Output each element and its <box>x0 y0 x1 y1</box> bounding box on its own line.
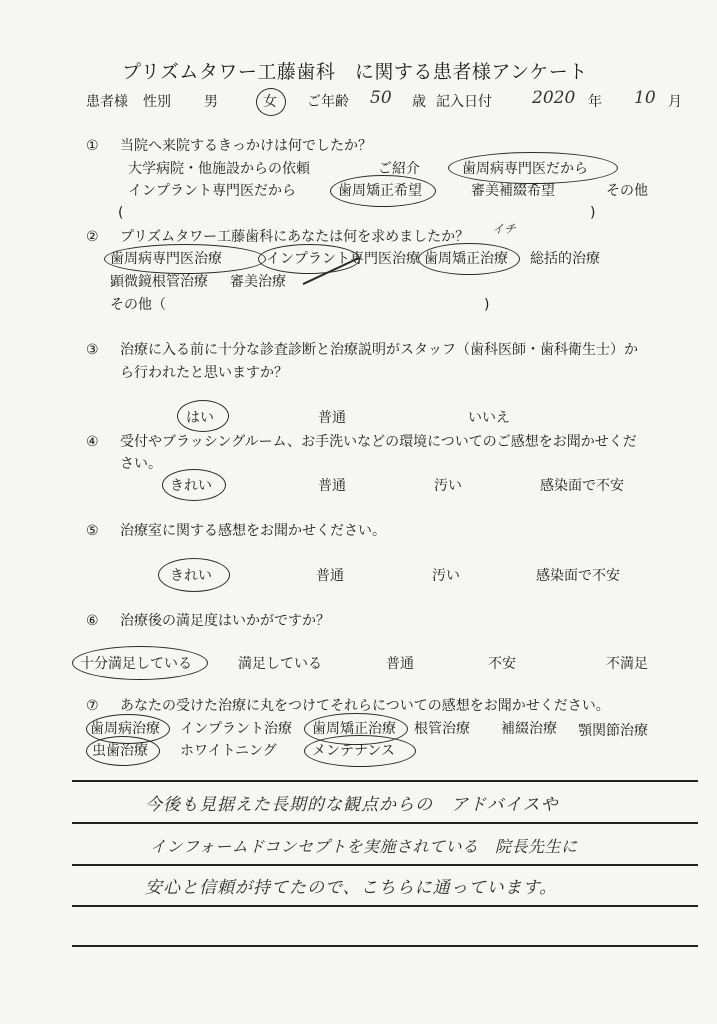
age-label: ご年齢 <box>307 94 349 110</box>
q6-number: ⑥ <box>86 613 99 629</box>
q2-perio-circle-mark <box>104 244 266 274</box>
age-unit: 歳 <box>412 94 426 110</box>
comment-line-3: 安心と信頼が持てたので、こちらに通っています。 <box>145 878 558 898</box>
female-circle-mark <box>256 88 286 116</box>
gender-female: 女 <box>263 94 277 110</box>
q1-text: 当院へ来院するきっかけは何でしたか？ <box>120 138 372 154</box>
q6-opt-very: 十分満足している <box>80 656 192 672</box>
q4-opt-normal: 普通 <box>318 478 346 494</box>
q5-opt-clean: きれい <box>170 568 212 584</box>
q7-opt-ortho: 歯周矯正治療 <box>312 721 396 737</box>
q2-opt-other: その他（ <box>110 297 166 313</box>
q3-opt-normal: 普通 <box>318 410 346 426</box>
comment-line-2: インフォームドコンセプトを実施されている 院長先生に <box>150 837 578 856</box>
q3-text-line2: ら行われたと思いますか？ <box>120 365 288 381</box>
q1-opt-ortho: 歯周矯正希望 <box>338 183 422 199</box>
q7-opt-whitening: ホワイトニング <box>180 743 277 759</box>
q7-opt-perio: 歯周病治療 <box>90 721 160 737</box>
q7-opt-maintenance: メンテナンス <box>312 743 395 759</box>
q6-opt-satisfied: 満足している <box>238 656 322 672</box>
patient-label: 患者様 <box>86 94 128 110</box>
q4-opt-infection: 感染面で不安 <box>540 478 624 494</box>
q7-opt-root: 根管治療 <box>414 721 470 737</box>
q2-ortho-circle-mark <box>418 243 520 275</box>
q3-number: ③ <box>86 342 99 358</box>
q1-ortho-circle-mark <box>330 175 436 207</box>
q5-clean-circle-mark <box>158 558 230 592</box>
year-unit: 年 <box>588 94 602 110</box>
q1-perio-circle-mark <box>448 152 618 184</box>
year-value: 2020 <box>532 88 576 108</box>
q1-paren-open: ( <box>118 205 124 221</box>
month-unit: 月 <box>668 94 682 110</box>
q2-opt-perio: 歯周病専門医治療 <box>110 251 222 267</box>
q7-opt-implant: インプラント治療 <box>180 721 292 737</box>
q6-very-circle-mark <box>72 646 208 680</box>
q7-opt-tmj: 顎関節治療 <box>578 723 648 739</box>
q6-text: 治療後の満足度はいかがですか？ <box>120 613 330 629</box>
q6-opt-dissatisfied: 不満足 <box>606 656 648 672</box>
q4-opt-dirty: 汚い <box>434 478 462 494</box>
q1-opt-referral: ご紹介 <box>378 161 420 177</box>
q7-text: あなたの受けた治療に丸をつけてそれらについての感想をお聞かせください。 <box>120 698 610 714</box>
q2-opt-ortho: 歯周矯正治療 <box>424 251 508 267</box>
gender-male: 男 <box>204 94 218 110</box>
q7-opt-caries: 虫歯治療 <box>92 743 148 759</box>
month-value: 10 <box>634 88 656 108</box>
q6-opt-anxious: 不安 <box>488 656 516 672</box>
q2-opt-aesthetic: 審美治療 <box>230 274 286 290</box>
q1-opt-other: その他 <box>606 183 648 199</box>
q5-text: 治療室に関する感想をお聞かせください。 <box>120 523 386 539</box>
q4-opt-clean: きれい <box>170 478 212 494</box>
q2-implant-circle-mark <box>258 244 360 274</box>
q2-paren-close: ) <box>484 297 490 313</box>
q4-clean-circle-mark <box>162 469 226 501</box>
q4-text-line1: 受付やブラッシングルーム、お手洗いなどの環境についてのご感想をお聞かせくだ <box>120 434 637 450</box>
q7-opt-prosth: 補綴治療 <box>501 721 557 737</box>
q4-text-line2: さい。 <box>120 456 162 472</box>
q5-number: ⑤ <box>86 523 99 539</box>
q3-text-line1: 治療に入る前に十分な診査診断と治療説明がスタッフ（歯科医師・歯科衛生士）か <box>120 342 638 358</box>
q2-note: イチ <box>492 222 517 236</box>
q5-opt-dirty: 汚い <box>432 568 460 584</box>
page-title: プリズムタワー工藤歯科 に関する患者様アンケート <box>122 61 588 83</box>
q7-number: ⑦ <box>86 698 99 714</box>
q2-opt-general: 総括的治療 <box>530 251 600 267</box>
q1-paren-close: ) <box>590 205 596 221</box>
comment-rule-3 <box>72 864 698 866</box>
q4-number: ④ <box>86 434 99 450</box>
date-label: 記入日付 <box>436 94 492 110</box>
q2-opt-implant: インプラント専門医治療 <box>266 251 420 267</box>
q7-caries-circle-mark <box>86 736 160 766</box>
gender-label: 性別 <box>143 94 171 110</box>
q1-number: ① <box>86 138 99 154</box>
comment-line-1: 今後も見据えた長期的な観点からの アドバイスや <box>145 795 559 815</box>
q5-opt-normal: 普通 <box>316 568 344 584</box>
q3-yes-circle-mark <box>177 400 229 432</box>
q1-opt-university: 大学病院・他施設からの依頼 <box>128 161 310 177</box>
q1-opt-implant: インプラント専門医だから <box>128 183 296 199</box>
q3-opt-no: いいえ <box>468 410 510 426</box>
q7-maintenance-circle-mark <box>304 735 416 767</box>
q1-opt-aesthetic: 審美補綴希望 <box>471 183 555 199</box>
q3-opt-yes: はい <box>186 410 214 426</box>
comment-rule-5 <box>72 945 698 947</box>
q1-opt-perio: 歯周病専門医だから <box>462 161 588 177</box>
age-value: 50 <box>370 88 392 108</box>
q5-opt-infection: 感染面で不安 <box>536 568 620 584</box>
q2-text: プリズムタワー工藤歯科にあなたは何を求めましたか？ <box>120 229 470 245</box>
comment-rule-2 <box>72 822 698 824</box>
comment-rule-1 <box>72 780 698 782</box>
q2-number: ② <box>86 229 99 245</box>
comment-rule-4 <box>72 905 698 907</box>
q2-opt-micro: 顕微鏡根管治療 <box>110 274 208 290</box>
q6-opt-normal: 普通 <box>386 656 414 672</box>
